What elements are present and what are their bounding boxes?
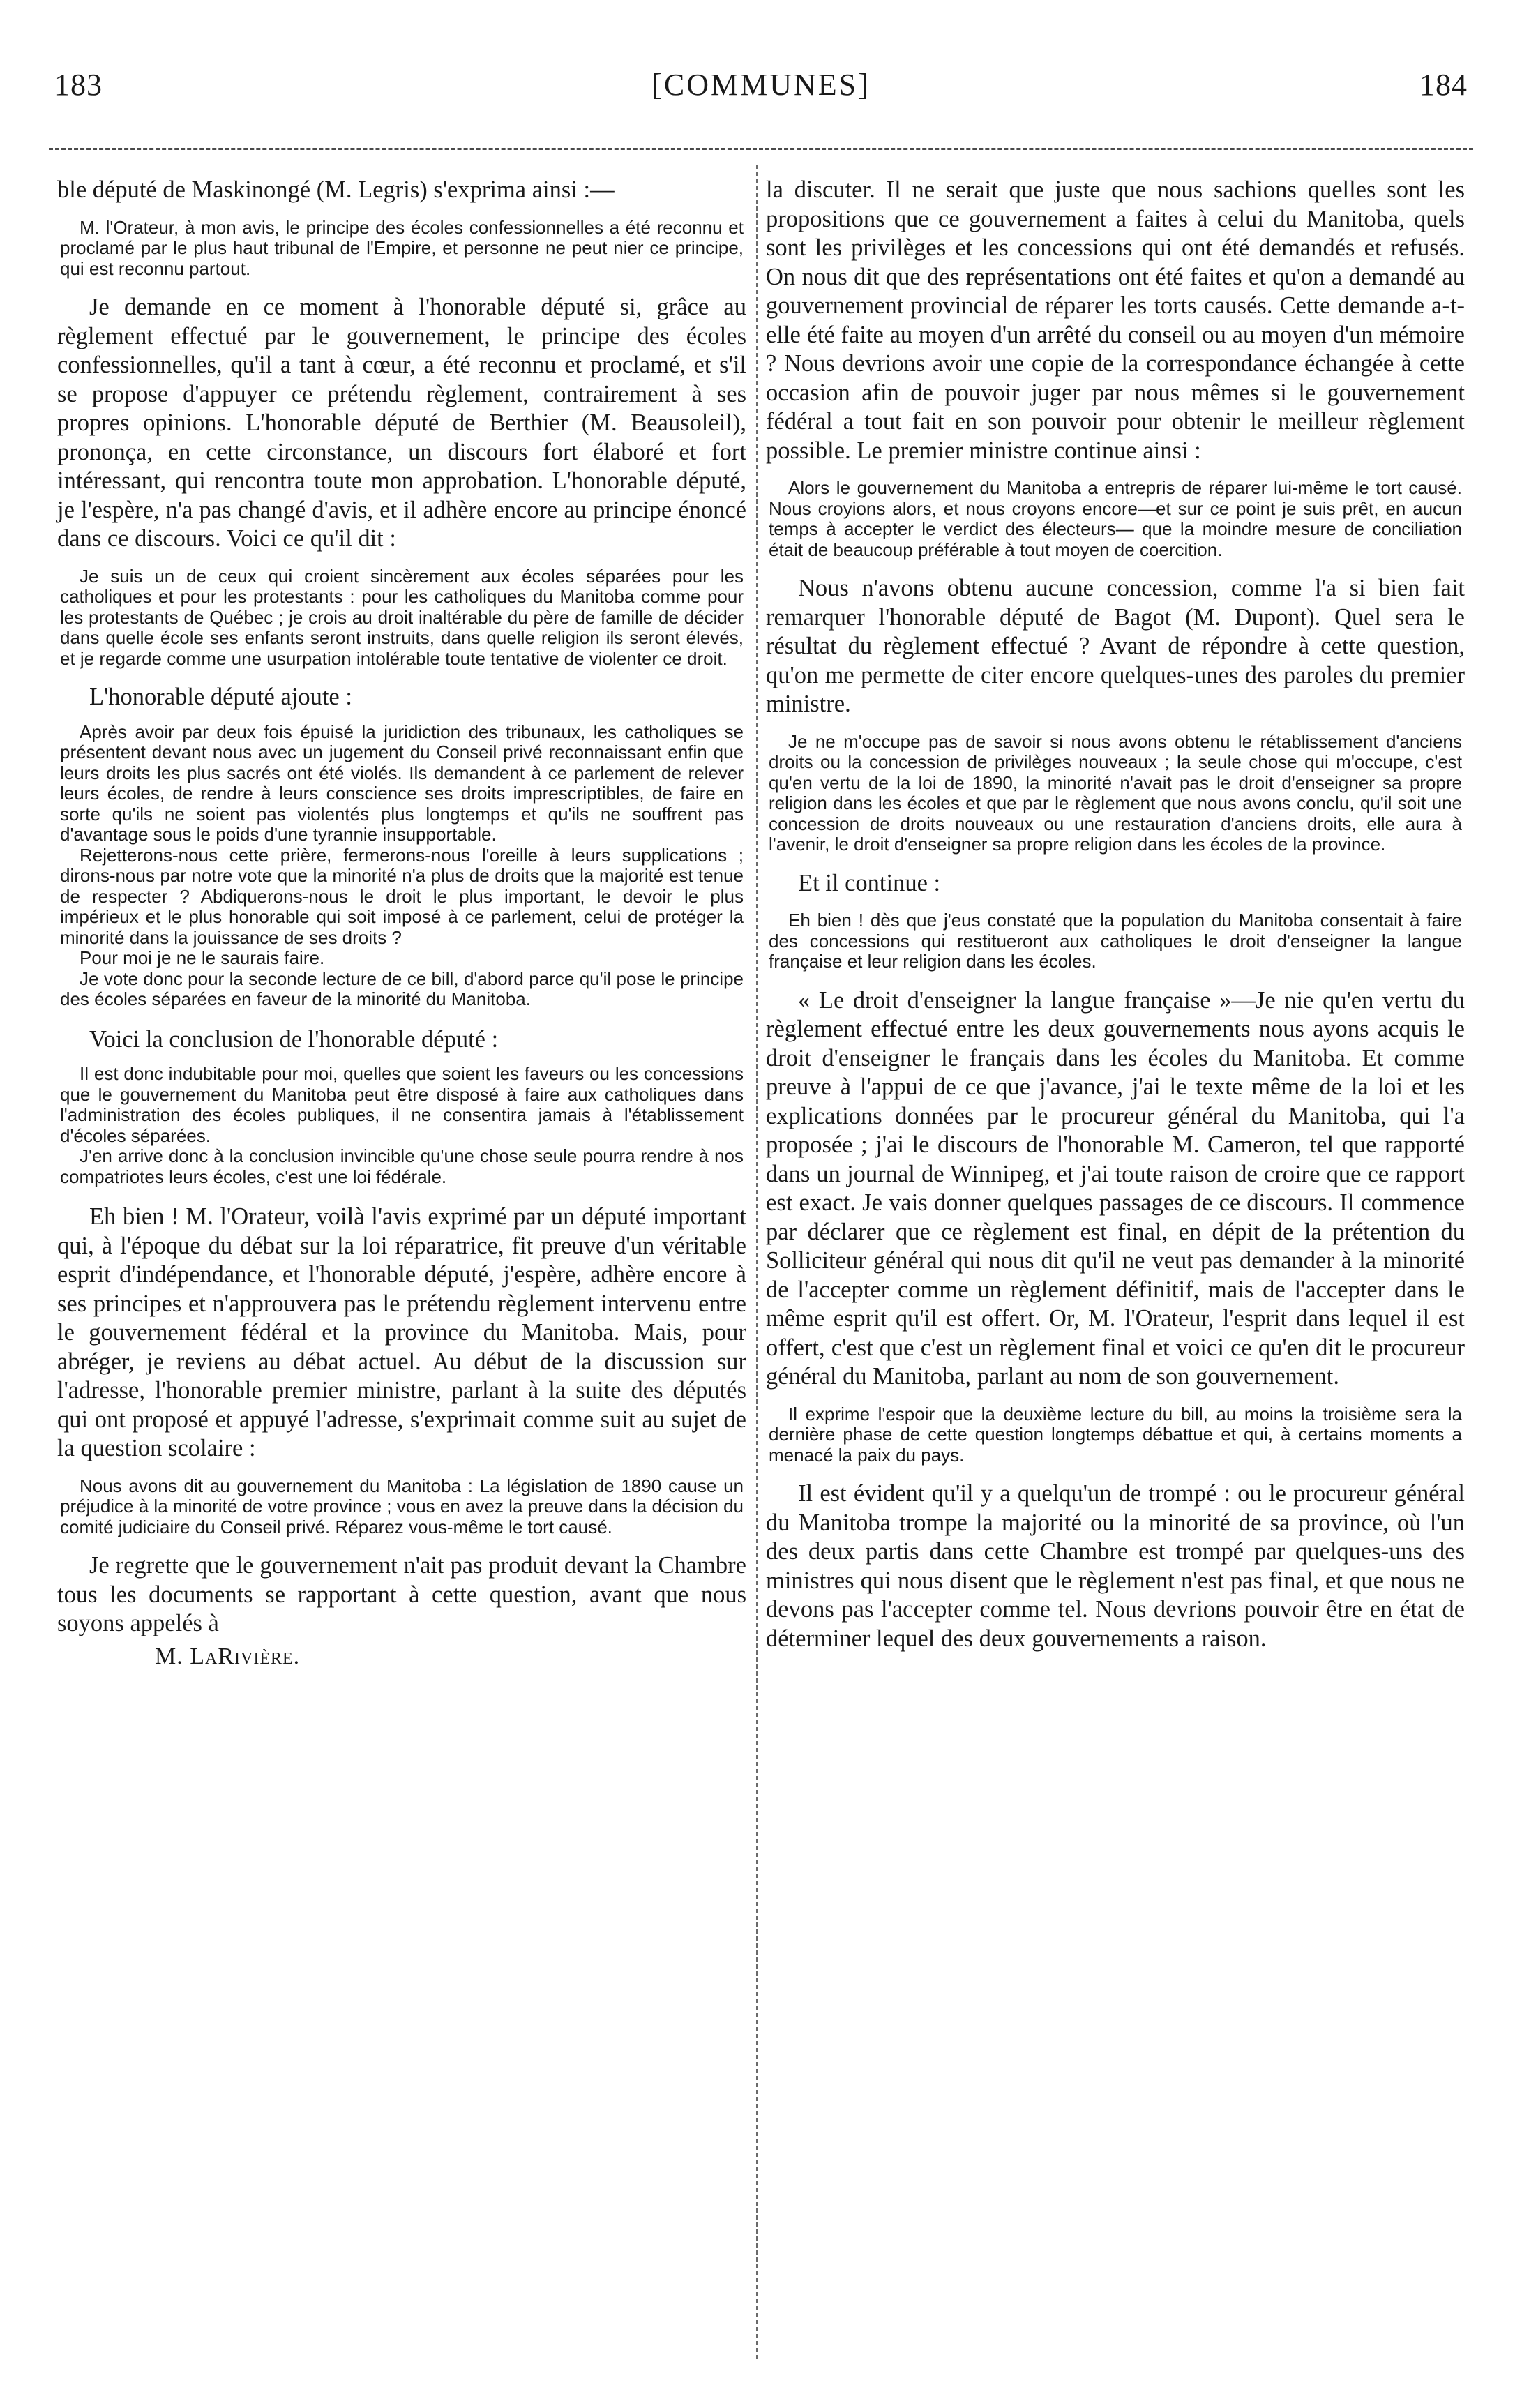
block-quote: Je vote donc pour la seconde lecture de ce bill, d'abord parce qu'il pose le principe des écoles séparées en faveur de la minorité du Manitoba. — [60, 968, 744, 1009]
paragraph: la discuter. Il ne serait que juste que nous sachions quelles sont les propositions que ce gouvernement a faites à celui du Manitoba, quels sont les privilèges et les concessions qui ont été demandés et refusés. On nous dit que des représentations ont été faites et qu'on a demandé au gouvernement provincial de réparer les torts causés. Cette demande a-t-elle été faite au moyen d'un arrêté du conseil ou au moyen d'un mémoire ? Nous devrions avoir une copie de la correspondance échangée à cette occasion afin de pouvoir juger par nous mêmes si le gouvernement fédéral a tout fait en son pouvoir pour obtenir le meilleur règlement possible. Le premier ministre continue ainsi : — [766, 176, 1465, 464]
block-quote: Il est donc indubitable pour moi, quelles que soient les faveurs ou les concessions que le gouvernement du Manitoba peut être disposé à faire aux catholiques dans l'administration des écoles publiques, il ne consentira jamais à l'établissement d'écoles séparées. — [60, 1063, 744, 1146]
left-column — [57, 176, 746, 2380]
paragraph: Je regrette que le gouvernement n'ait pas produit devant la Chambre tous les documents se rapportant à cette question, avant que nous soyons appelés à — [57, 1552, 746, 1636]
paragraph: ble député de Maskinongé (M. Legris) s'exprima ainsi :— — [57, 176, 615, 203]
block-quote: Après avoir par deux fois épuisé la juridiction des tribunaux, les catholiques se présentent devant nous avec un jugement du Conseil privé reconnaissant enfin que leurs droits les plus sacrés ont été violés. Ils demandent à ce parlement de relever leurs écoles, de rendre à leurs conscience ses droits imprescriptibles, de faire en sorte qu'ils ne soient pas violentés plus longtemps et qu'ils ne souffrent pas d'avantage sous le poids d'une tyrannie insupportable. — [60, 721, 744, 845]
block-quote: M. l'Orateur, à mon avis, le principe des écoles confessionnelles a été reconnu et proclamé par le plus haut tribunal de l'Empire, et personne ne peut nier ce principe, qui est reconnu partout. — [60, 216, 744, 279]
block-quote: Il exprime l'espoir que la deuxième lecture du bill, au moins la troisième sera la dernière phase de cette question longtemps débattue et qui, à certains moments a menacé la paix du pays. — [769, 1403, 1462, 1466]
right-column — [766, 176, 1465, 2380]
block-quote: J'en arrive donc à la conclusion invincible qu'une chose seule pourra rendre à nos compatriotes leurs écoles, c'est une loi fédérale. — [60, 1145, 744, 1187]
block-quote: Alors le gouvernement du Manitoba a entrepris de réparer lui-même le tort causé. Nous croyions alors, et nous croyons encore—et sur ce point je suis prêt, en aucun temps à accepter le verdict des électeurs— que la moindre mesure de conciliation était de beaucoup préférable à tout moyen de coercition. — [769, 477, 1462, 560]
paragraph: « Le droit d'enseigner la langue française »—Je nie qu'en vertu du règlement effectué entre les deux gouvernements nous ayons acquis le droit d'enseigner le français dans les écoles du Manitoba. Et comme preuve à l'appui de ce que j'avance, j'ai le texte même de la loi et les explications données par le procureur général du Manitoba, qui l'a proposée ; j'ai le discours de l'honorable M. Cameron, tel que rapporté dans un journal de Winnipeg, et j'ai toute raison de croire que ce rapport est exact. Je vais donner quelques passages de ce discours. Il commence par déclarer que ce règlement est final, en dépit de la prétention du Solliciteur général qui nous dit qu'il ne veut pas demander à la minorité de l'accepter comme un règlement définitif, mais de l'accepter dans le même esprit qu'il est offert. Or, M. l'Orateur, l'esprit dans lequel il est offert, c'est que c'est un règlement final et voici ce qu'en dit le procureur général du Manitoba, parlant au nom de son gouvernement. — [766, 986, 1465, 1390]
paragraph: L'honorable député ajoute : — [89, 684, 352, 710]
block-quote: Rejetterons-nous cette prière, fermerons-nous l'oreille à leurs supplications ; dirons-nous par notre vote que la minorité n'a plus de droits que la majorité est tenue de respecter ? Abdiquerons-nous le droit le plus important, le devoir le plus impérieux et le plus honorable qui soit imposé à ce parlement, celui de protéger la minorité dans la jouissance de ses droits ? — [60, 844, 744, 948]
page-number-right: 184 — [1419, 68, 1468, 102]
block-quote: Eh bien ! dès que j'eus constaté que la population du Manitoba consentait à faire des concessions qui restitueront aux catholiques le droit d'enseigner la langue française et leur religion dans les écoles. — [769, 910, 1462, 972]
paragraph: Eh bien ! M. l'Orateur, voilà l'avis exprimé par un député important qui, à l'époque du débat sur la loi réparatrice, fit preuve d'un véritable esprit d'indépendance, et l'honorable député, j'espère, adhère encore à ses principes et n'approuvera pas le prétendu règlement intervenu entre le gouvernement fédéral et la province du Manitoba. Mais, pour abréger, je reviens au débat actuel. Au début de la discussion sur l'adresse, l'honorable premier ministre, parlant à la suite des députés qui ont proposé et appuyé l'adresse, s'exprimait comme suit au sujet de la question scolaire : — [57, 1203, 746, 1461]
column-divider — [756, 165, 758, 2359]
paragraph: Nous n'avons obtenu aucune concession, comme l'a si bien fait remarquer l'honorable député de Bagot (M. Dupont). Quel sera le résultat du règlement effectué ? Avant de répondre à cette question, qu'on me permette de citer encore quelques-unes des paroles du premier ministre. — [766, 575, 1465, 717]
speaker-signature: M. LaRivière. — [155, 1643, 301, 1669]
paragraph: Il est évident qu'il y a quelqu'un de trompé : ou le procureur général du Manitoba trompe la majorité ou la minorité de sa province, où l'un des deux partis dans cette Chambre est trompé par quelques-uns des ministres qui nous disent que le règlement n'est pas final, et que nous ne devons pas l'accepter comme tel. Nous devrions pouvoir être en état de déterminer lequel des deux gouvernements a raison. — [766, 1480, 1465, 1652]
paragraph: Voici la conclusion de l'honorable député : — [89, 1025, 499, 1053]
paragraph: Je demande en ce moment à l'honorable député si, grâce au règlement effectué par le gouvernement, le principe des écoles confessionnelles, qu'il a tant à cœur, a été reconnu et proclamé, et s'il se propose d'appuyer ce prétendu règlement, contrairement à ses propres opinions. L'honorable député de Berthier (M. Beausoleil), prononça, en cette circonstance, un discours fort élaboré et fort intéressant, qui rencontra toute mon approbation. L'honorable député, je l'espère, n'a pas changé d'avis, et il adhère encore au principe énoncé dans ce discours. Voici ce qu'il dit : — [57, 294, 746, 552]
paragraph: Et il continue : — [798, 869, 941, 896]
header-rule — [49, 148, 1473, 150]
block-quote: Je ne m'occupe pas de savoir si nous avons obtenu le rétablissement d'anciens droits ou la concession de privilèges nouveaux ; la seule chose qui m'occupe, c'est qu'en vertu de la loi de 1890, la minorité n'avait pas le droit d'enseigner sa propre religion dans les écoles et que par le règlement que nous avons conclu, qu'il soit une concession de droits nouveaux ou une restauration d'anciens droits, elle aura à l'avenir, le droit d'enseigner sa propre religion dans les écoles de la province. — [769, 730, 1462, 855]
block-quote: Pour moi je ne le saurais faire. — [80, 947, 325, 968]
block-quote: Nous avons dit au gouvernement du Manitoba : La législation de 1890 cause un préjudice à la minorité de votre province ; vous en avez la preuve dans la décision du comité judiciaire du Conseil privé. Réparez vous-même le tort causé. — [60, 1475, 744, 1537]
block-quote: Je suis un de ceux qui croient sincèrement aux écoles séparées pour les catholiques et pour les protestants : pour les catholiques du Manitoba comme pour les protestants de Québec ; je crois au droit inaltérable du père de famille de décider dans quelle école ses enfants seront instruits, dans quelle religion ils seront élevés, et je regarde comme une usurpation intolérable toute tentative de violenter ce droit. — [60, 565, 744, 669]
running-title: [COMMUNES] — [651, 68, 871, 102]
page-header — [54, 67, 1468, 116]
page-number-left: 183 — [54, 68, 103, 102]
